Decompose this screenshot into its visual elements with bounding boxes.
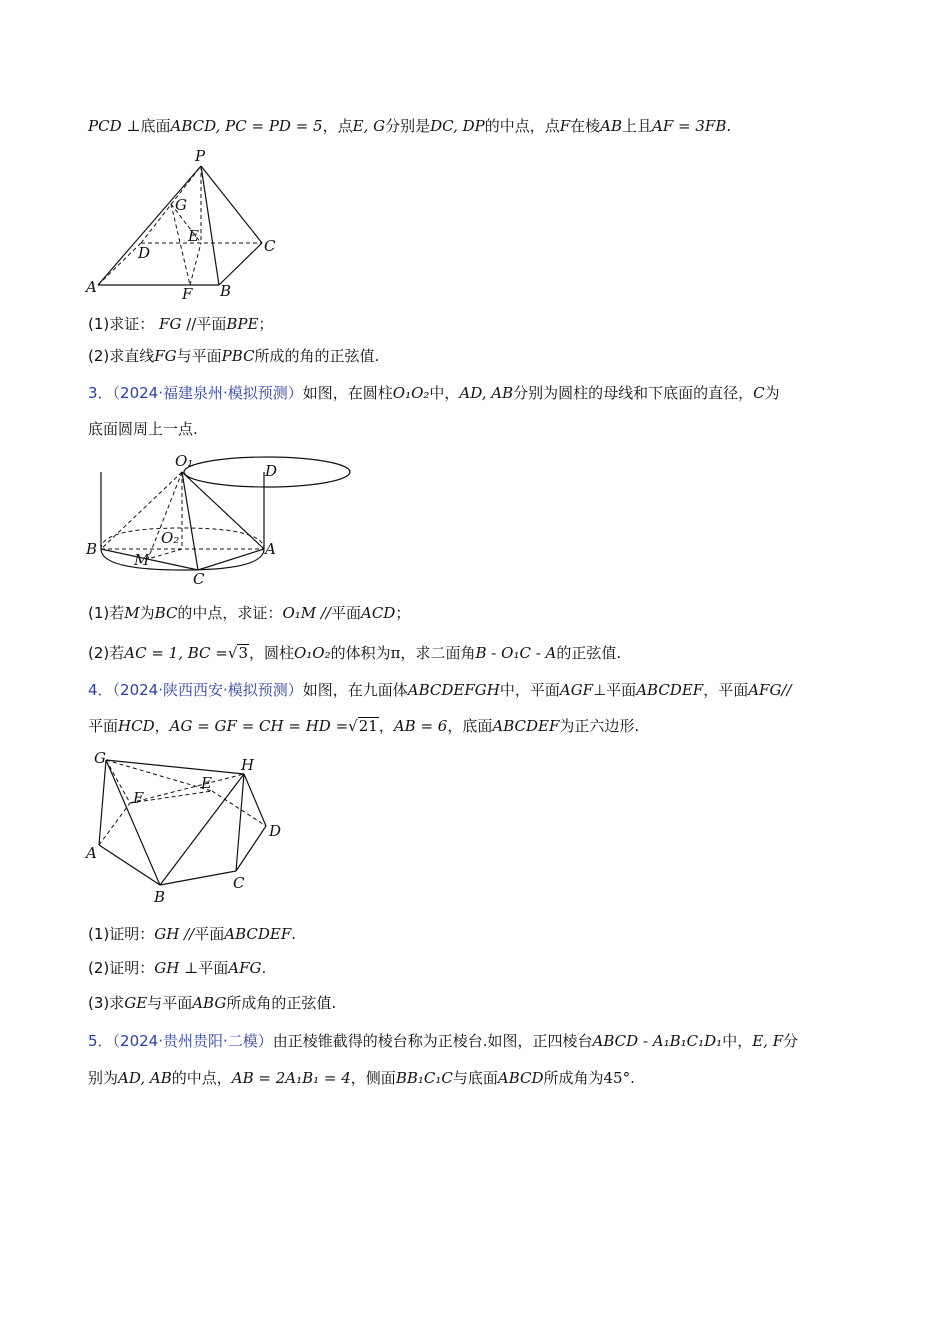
p4-stem: 4．（2024·陕西西安·模拟预测）如图，在九面体ABCDEFGH中，平面AGF⊥平面ABCDEF，平面AFG// bbox=[88, 681, 792, 699]
p4-q1: (1)证明：GH //平面ABCDEF. bbox=[88, 925, 297, 943]
label-F: F bbox=[133, 789, 144, 807]
label-B: B bbox=[86, 540, 98, 558]
label-M: M bbox=[134, 551, 150, 569]
p5-stem-line2: 别为AD, AB的中点，AB = 2A₁B₁ = 4，侧面BB₁C₁C与底面ABCD所成角为45°. bbox=[88, 1069, 635, 1087]
label-D: D bbox=[138, 244, 151, 262]
p3-stem: 3．（2024·福建泉州·模拟预测）如图，在圆柱O₁O₂中，AD, AB分别为圆柱的母线和下底面的直径，C为 bbox=[88, 384, 780, 402]
ninefaced-solid-figure bbox=[86, 748, 296, 908]
source-tag: （2024·贵州贵阳·二模） bbox=[112, 1032, 273, 1050]
p4-q3: (3)求GE与平面ABG所成角的正弦值. bbox=[88, 994, 337, 1012]
p5-stem: 5．（2024·贵州贵阳·二模）由正棱锥截得的棱台称为正棱台.如图，正四棱台ABCD - A₁B₁C₁D₁中，E, F分 bbox=[88, 1032, 799, 1050]
p3-q1: (1)若M为BC的中点，求证：O₁M //平面ACD； bbox=[88, 604, 411, 622]
label-C: C bbox=[233, 874, 245, 892]
label-C: C bbox=[264, 237, 276, 255]
label-D: D bbox=[269, 822, 282, 840]
p4-stem-line2: 平面HCD，AG = GF = CH = HD =√21，AB = 6，底面ABCDEF为正六边形. bbox=[88, 717, 640, 735]
cylinder-figure bbox=[86, 448, 286, 588]
label-A: A bbox=[86, 278, 97, 296]
label-P: P bbox=[195, 147, 206, 165]
label-F: F bbox=[182, 285, 193, 303]
label-E: E bbox=[188, 227, 199, 245]
pyramid-figure bbox=[86, 148, 286, 303]
p4-q2: (2)证明：GH ⊥平面AFG. bbox=[88, 959, 267, 977]
source-tag: （2024·福建泉州·模拟预测） bbox=[112, 384, 303, 402]
label-A: A bbox=[86, 844, 97, 862]
label-G: G bbox=[175, 196, 187, 214]
label-O1: O₁ bbox=[175, 452, 194, 470]
source-tag: （2024·陕西西安·模拟预测） bbox=[112, 681, 303, 699]
label-D: D bbox=[265, 462, 278, 480]
p3-q2: (2)若AC = 1, BC =√3，圆柱O₁O₂的体积为π，求二面角B - O₁C - A的正弦值. bbox=[88, 644, 622, 662]
label-G: G bbox=[94, 749, 106, 767]
p2-q2: (2)求直线FG与平面PBC所成的角的正弦值. bbox=[88, 347, 380, 365]
label-B: B bbox=[220, 282, 232, 300]
label-B: B bbox=[154, 888, 166, 906]
label-O2: O₂ bbox=[161, 529, 180, 547]
label-H: H bbox=[241, 756, 255, 774]
p2-given: PCD ⊥底面ABCD, PC = PD = 5，点E, G分别是DC, DP的中点，点F在棱AB上且AF = 3FB. bbox=[88, 117, 732, 135]
label-C: C bbox=[193, 570, 205, 588]
p3-stem-line2: 底面圆周上一点. bbox=[88, 420, 198, 438]
label-E: E bbox=[201, 774, 212, 792]
label-A: A bbox=[265, 540, 276, 558]
p2-q1: (1)求证： FG //平面BPE； bbox=[88, 315, 274, 333]
